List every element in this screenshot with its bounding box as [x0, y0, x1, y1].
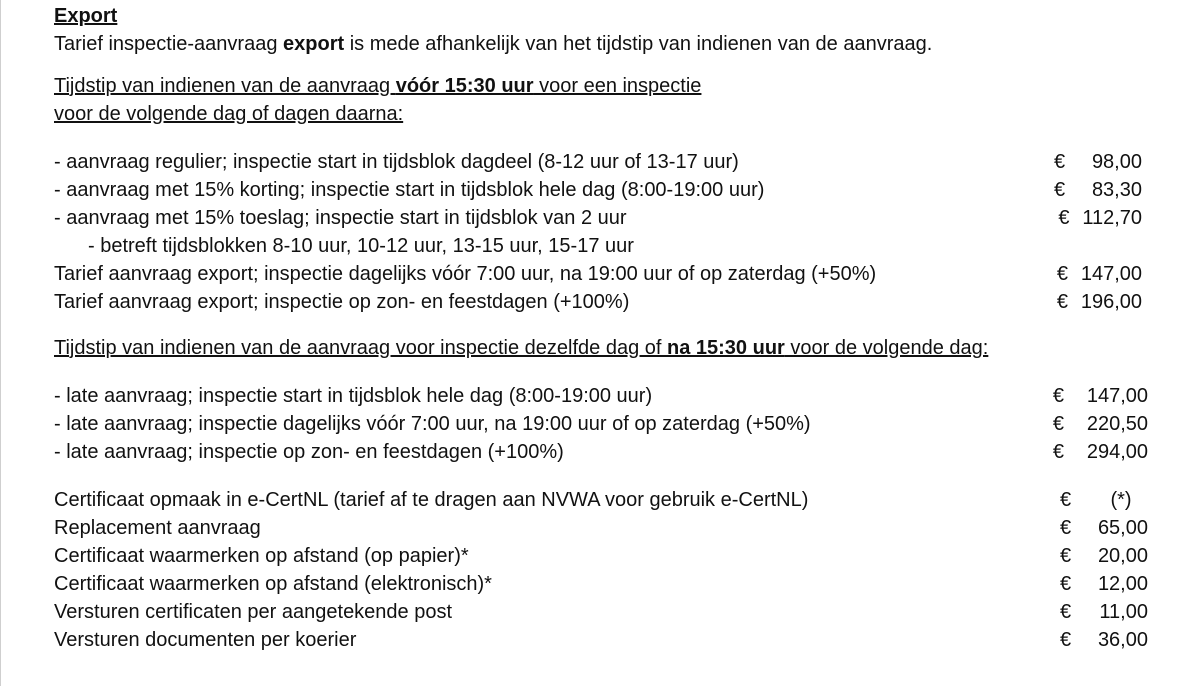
price-amount: 112,70: [1082, 207, 1142, 229]
currency-symbol: €: [1054, 151, 1066, 173]
currency-symbol: €: [1060, 489, 1072, 511]
price-label: Tarief aanvraag export; inspectie dagelijks vóór 7:00 uur, na 19:00 uur of op zaterdag (+50%): [54, 263, 877, 285]
price-label: Certificaat opmaak in e-CertNL (tarief af te dragen aan NVWA voor gebruik e-CertNL): [54, 489, 809, 511]
price-label: - late aanvraag; inspectie op zon- en feestdagen (+100%): [54, 441, 564, 463]
price-label: Versturen documenten per koerier: [54, 629, 357, 651]
price-amount: 220,50: [1086, 413, 1148, 435]
currency-symbol: €: [1052, 385, 1064, 407]
sub-note: - betreft tijdsblokken 8-10 uur, 10-12 uur, 13-15 uur, 15-17 uur: [88, 235, 634, 257]
section3-list: [54, 486, 1154, 654]
price-row: [54, 176, 1142, 204]
price-amount: 147,00: [1086, 385, 1148, 407]
price-amount: 12,00: [1097, 573, 1148, 595]
price-row: [54, 260, 1142, 288]
price-label: Versturen certificaten per aangetekende post: [54, 601, 453, 623]
price-row: [54, 438, 1148, 466]
price-value: [1054, 148, 1142, 176]
intro-after: is mede afhankelijk van het tijdstip van indienen van de aanvraag.: [344, 33, 933, 55]
section1-title-before: Tijdstip van indienen van de aanvraag: [54, 75, 396, 97]
currency-symbol: €: [1052, 441, 1064, 463]
price-row: [54, 410, 1148, 438]
price-row: [54, 626, 1148, 654]
section2-title-bold: na 15:30 uur: [667, 337, 785, 359]
price-row: [54, 598, 1148, 626]
price-value: [1057, 260, 1142, 288]
price-amount: 20,00: [1097, 545, 1148, 567]
section1-list: [54, 148, 1154, 316]
price-amount: 294,00: [1086, 441, 1148, 463]
price-label: Certificaat waarmerken op afstand (op papier)*: [54, 545, 469, 567]
section2-title-after: voor de volgende dag:: [784, 337, 989, 359]
price-amount: 196,00: [1080, 291, 1142, 313]
section1-title-line2: voor de volgende dag of dagen daarna:: [54, 103, 404, 125]
price-value: [1060, 598, 1148, 626]
price-value: [1053, 438, 1148, 466]
price-amount: 98,00: [1091, 151, 1142, 173]
currency-symbol: €: [1060, 601, 1072, 623]
price-label: - aanvraag regulier; inspectie start in tijdsblok dagdeel (8-12 uur of 13-17 uur): [54, 151, 739, 173]
price-row: [54, 514, 1148, 542]
price-amount: 11,00: [1099, 601, 1148, 623]
section2-title-before: Tijdstip van indienen van de aanvraag voor inspectie dezelfde dag of: [54, 337, 667, 359]
currency-symbol: €: [1054, 179, 1066, 201]
price-label: Replacement aanvraag: [54, 517, 261, 539]
section1-title-line1: [54, 72, 1154, 100]
price-label: - aanvraag met 15% korting; inspectie start in tijdsblok hele dag (8:00-19:00 uur): [54, 179, 765, 201]
section1-title-bold: vóór 15:30 uur: [395, 75, 534, 97]
price-label: Certificaat waarmerken op afstand (elektronisch)*: [54, 573, 492, 595]
price-value: [1060, 486, 1148, 514]
currency-symbol: €: [1056, 291, 1068, 313]
price-row: [54, 570, 1148, 598]
currency-symbol: €: [1060, 545, 1072, 567]
section1-title-after: voor een inspectie: [533, 75, 702, 97]
price-value: [1053, 382, 1148, 410]
price-value: [1060, 626, 1148, 654]
price-value: [1057, 288, 1142, 316]
section2-list: [54, 382, 1154, 466]
currency-symbol: €: [1060, 517, 1072, 539]
page-edge: [0, 0, 1, 686]
price-row: [54, 204, 1142, 232]
price-value: [1060, 514, 1148, 542]
price-row: [54, 542, 1148, 570]
price-amount: 147,00: [1080, 263, 1142, 285]
price-label: - aanvraag met 15% toeslag; inspectie start in tijdsblok van 2 uur: [54, 207, 627, 229]
currency-symbol: €: [1060, 573, 1072, 595]
intro-bold: export: [283, 33, 345, 55]
price-label: Tarief aanvraag export; inspectie op zon- en feestdagen (+100%): [54, 291, 630, 313]
intro-text: [54, 30, 1154, 58]
price-row: [54, 288, 1142, 316]
price-row: [54, 382, 1148, 410]
section2-title: [54, 334, 1154, 362]
currency-symbol: €: [1058, 207, 1070, 229]
currency-symbol: €: [1060, 629, 1072, 651]
price-value: [1060, 542, 1148, 570]
price-amount: 36,00: [1097, 629, 1148, 651]
price-value: [1060, 570, 1148, 598]
price-amount: 65,00: [1097, 517, 1148, 539]
currency-symbol: €: [1052, 413, 1064, 435]
currency-symbol: €: [1056, 263, 1068, 285]
price-row: [54, 148, 1142, 176]
document-body: [54, 2, 1154, 654]
price-label: - late aanvraag; inspectie dagelijks vóór 7:00 uur, na 19:00 uur of op zaterdag (+50%): [54, 413, 811, 435]
price-amount: (*): [1110, 489, 1132, 511]
page-title: Export: [54, 5, 118, 27]
price-value: [1053, 410, 1148, 438]
price-row: [54, 486, 1148, 514]
price-amount: 83,30: [1091, 179, 1142, 201]
price-label: - late aanvraag; inspectie start in tijdsblok hele dag (8:00-19:00 uur): [54, 385, 653, 407]
price-value: [1054, 176, 1142, 204]
price-value: [1058, 204, 1142, 232]
intro-before: Tarief inspectie-aanvraag: [54, 33, 284, 55]
